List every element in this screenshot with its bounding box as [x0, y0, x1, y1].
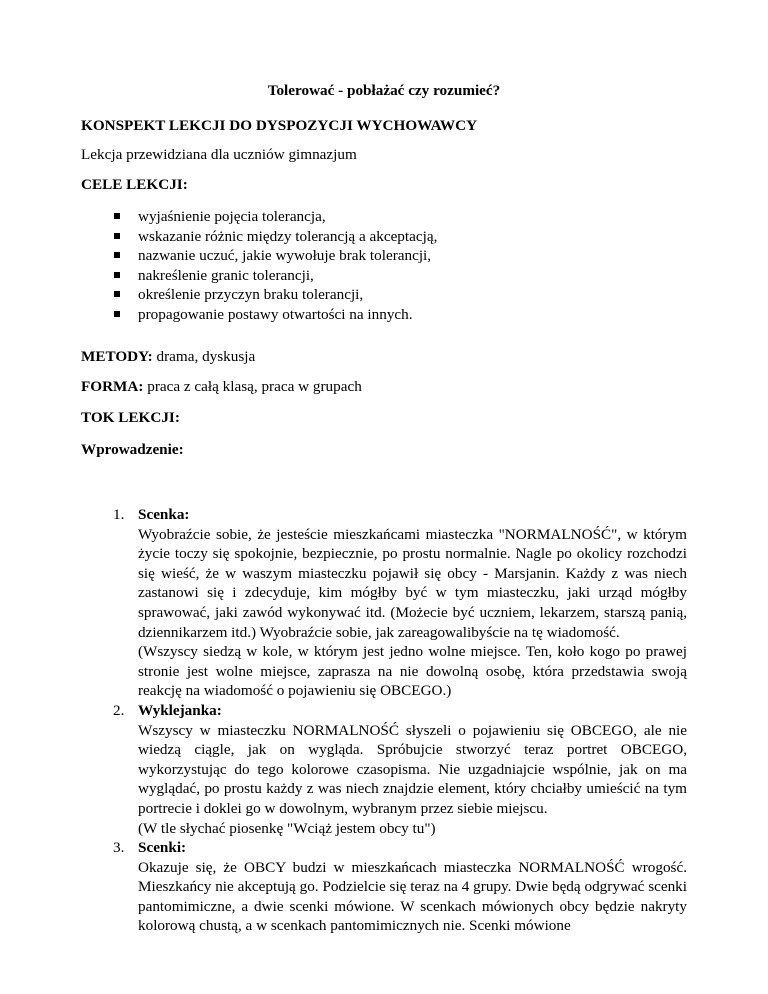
methods-line	[81, 347, 255, 367]
step-text: Okazuje się, że OBCY budzi w mieszkańcach miasteczka NORMALNOŚĆ wrogość. Mieszkańcy nie akceptują go. Podzielcie się teraz na 4 grupy. Dwie będą odgrywać scenki pantomimiczne, a dwie scenki mówione. W scenkach mówionych obcy będzie nakryty kolorową chustą, a w scenkach pantomimicznych nie. Scenki mówione	[138, 858, 687, 935]
step-number: 2.	[113, 701, 125, 719]
step-number: 3.	[113, 839, 125, 857]
audience-line: Lekcja przewidziana dla uczniów gimnazjum	[81, 146, 357, 163]
goals-heading: CELE LEKCJI:	[81, 176, 188, 193]
step-note: (W tle słychać piosenkę "Wciąż jestem obcy tu")	[138, 819, 436, 837]
document-title: Tolerować - pobłażać czy rozumieć?	[267, 82, 501, 99]
lesson-steps	[113, 505, 687, 936]
course-heading: TOK LEKCJI:	[81, 409, 180, 426]
goal-item: określenie przyczyn braku tolerancji,	[114, 285, 437, 305]
intro-heading: Wprowadzenie:	[81, 441, 184, 458]
document-subtitle: KONSPEKT LEKCJI DO DYSPOZYCJI WYCHOWAWCY	[81, 117, 478, 134]
square-bullet-icon	[114, 311, 120, 317]
methods-label: METODY:	[81, 348, 153, 365]
step-heading: Scenki:	[138, 839, 187, 857]
methods-value: drama, dyskusja	[152, 348, 256, 365]
form-label: FORMA:	[81, 378, 144, 395]
step-text: Wszyscy w miasteczku NORMALNOŚĆ słyszeli o pojawieniu się OBCEGO, ale nie wiedzą ciągle, jak on wygląda. Spróbujcie stworzyć teraz portret OBCEGO, wykorzystując do tego kolorowe czasopisma. Nie uzgadniajcie wspólnie, jak on ma wyglądać, po prostu każdy z was niech znajdzie element, który chciałby umieścić na tym portrecie i doklei go w dowolnym, wybranym przez siebie miejscu.	[138, 721, 687, 817]
goal-item: nazwanie uczuć, jakie wywołuje brak tolerancji,	[114, 246, 437, 266]
square-bullet-icon	[114, 272, 120, 278]
form-line	[81, 377, 362, 397]
goals-list	[114, 207, 437, 325]
step-number: 1.	[113, 506, 125, 523]
step-text: Wyobraźcie sobie, że jesteście mieszkańcami miasteczka "NORMALNOŚĆ", w którym życie toczy się spokojnie, bezpiecznie, po prostu normalnie. Nagle po okolicy rozchodzi się wieść, że w waszym miasteczku pojawił się obcy - Marsjanin. Każdy z was niech zastanowi się i zdecyduje, kim mógłby być w tym miasteczku, jaki urząd mógłby sprawować, jaki zawód wykonywać itd. (Możecie być uczniem, lekarzem, starszą panią, dziennikarzem itd.) Wyobraźcie sobie, jak zareagowalibyście na tę wiadomość.	[138, 525, 687, 641]
square-bullet-icon	[114, 252, 120, 258]
form-value: praca z całą klasą, praca w grupach	[143, 378, 362, 395]
lesson-step	[113, 701, 687, 838]
goal-item: wskazanie różnic między tolerancją a akceptacją,	[114, 227, 437, 247]
square-bullet-icon	[114, 291, 120, 297]
lesson-step	[113, 838, 687, 936]
square-bullet-icon	[114, 213, 120, 219]
step-note: (Wszyscy siedzą w kole, w którym jest jedno wolne miejsce. Ten, koło kogo po prawej stronie jest wolne miejsce, zaprasza na nie dowolną osobę, która przedstawia swoją reakcję na wiadomość o pojawieniu się OBCEGO.)	[138, 643, 687, 700]
goal-item: wyjaśnienie pojęcia tolerancja,	[114, 207, 437, 227]
square-bullet-icon	[114, 233, 120, 239]
step-heading: Scenka:	[138, 506, 190, 523]
step-heading: Wyklejanka:	[138, 701, 222, 719]
lesson-step	[113, 505, 687, 701]
goal-item: nakreślenie granic tolerancji,	[114, 266, 437, 286]
goal-item: propagowanie postawy otwartości na innych.	[114, 305, 437, 325]
